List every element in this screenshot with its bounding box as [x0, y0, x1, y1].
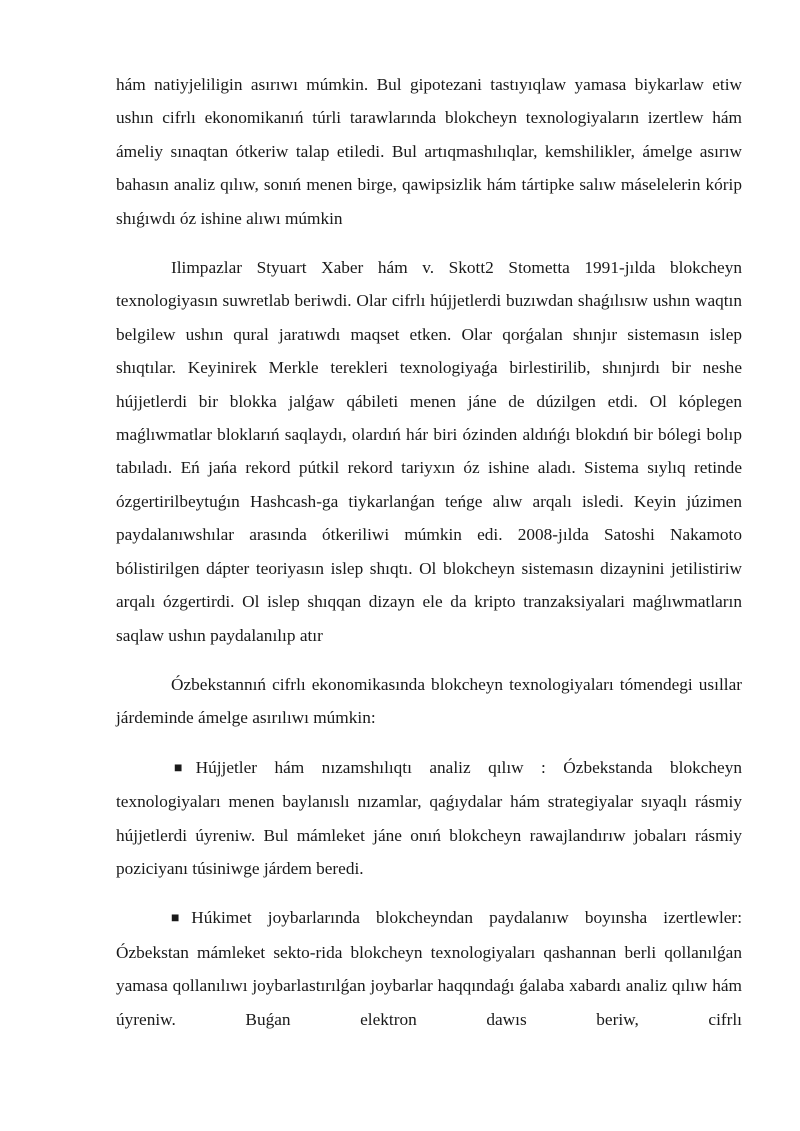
paragraph-hypothesis-testing: hám natiyjeliligin asırıwı múmkin. Bul gipotezani tastıyıqlaw yamasa biykarlaw etiw ushın cifrlı ekonomikanıń túrli tarawlarında blokcheyn texnologiyaların izertlew hám ámeliy sınaqtan ótkeriw talap etiledi. Bul artıqmashılıqlar, kemshilikler, ámelge asırıw bahasın analiz qılıw, sonıń menen birge, qawipsizlik hám tártipke salıw máselelerin kórip shıǵıwdı óz ishine alıwı múmkin	[116, 75, 742, 228]
bullet-item-text: Hújjetler hám nızamshılıqtı analiz qılıw : Ózbekstanda blokcheyn texnologiyaları menen baylanıslı nızamlar, qaǵıydalar hám strategiyalar sıyaqlı rásmiy hújjetlerdi úyreniw. Bul mámleket jáne onıń blokcheyn rawajlandırıw jobaları rásmiy poziciyanı túsiniwge járdem beredi.	[116, 757, 742, 878]
bullet-item-government-projects	[116, 901, 742, 1036]
bullet-item-text: Húkimet joybarlarında blokcheyndan paydalanıw boyınsha izertlewler: Ózbekstan mámleket sekto-rida blokcheyn texnologiyaları qashannan berli qollanılǵan yamasa qollanılıwı joybarlastırılǵan joybarlar haqqındaǵı ǵalaba xabardı analiz qılıw hám úyreniw. Buǵan elektron dawıs beriw, cifrlı	[116, 908, 742, 1029]
document-page	[116, 68, 742, 1036]
bullet-item-document-analysis	[116, 751, 742, 886]
bullet-square-icon: ■	[174, 760, 196, 776]
paragraph-implementation-intro: Ózbekstannıń cifrlı ekonomikasında blokcheyn texnologiyaları tómendegi usıllar járdeminde ámelge asırılıwı múmkin:	[116, 674, 742, 728]
bullet-square-icon: ■	[171, 911, 192, 927]
paragraph-blockchain-history: Ilimpazlar Styuart Xaber hám v. Skott2 Stometta 1991-jılda blokcheyn texnologiyasın suwretlab beriwdi. Olar cifrlı hújjetlerdi buzıwdan shaǵılısıw ushın waqtın belgilew ushın qural jaratıwdı maqset etken. Olar qorǵalan shınjır sistemasın islep shıqtılar. Keyinirek Merkle terekleri texnologiyaǵa birlestirilib, shınjırdı bir neshe hújjetlerdi bir blokka jalǵaw qábileti menen jáne de dúzilgen etdi. Ol kóplegen maǵlıwmatlar bloklarıń saqlaydı, olardıń hár biri ózinden aldıńǵı blokdıń bir bólegi bolıp tabıladı. Eń jańa rekord pútkil rekord tariyxın óz ishine aladı. Sistema sıylıq retinde ózgertirilbeytuǵın Hashcash-ga tiykarlanǵan teńge alıw arqalı isledi. Keyin júzimen paydalanıwshılar arasında ótkeriliwi múmkin edi. 2008-jılda Satoshi Nakamoto bólistirilgen dápter teoriyasın islep shıqtı. Ol blokcheyn sistemasın dizaynini jetilistiriw arqalı ózgertirdi. Ol islep shıqqan dizayn ele da kripto tranzaksiyalari maǵlıwmatların saqlaw ushın paydalanılıp atır	[116, 258, 742, 645]
